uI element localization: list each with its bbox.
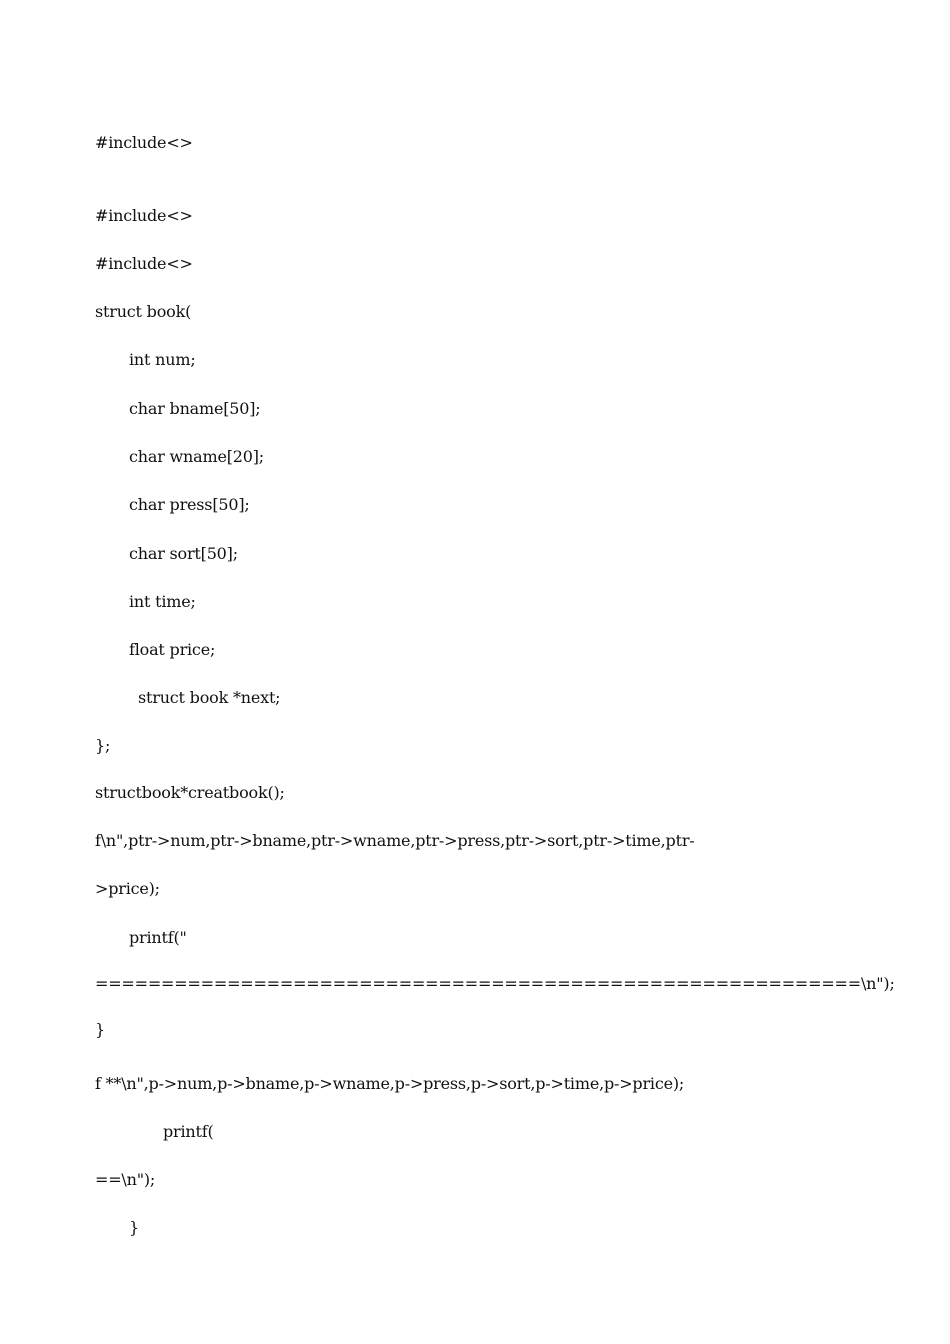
code-line-separator-short: ==\n"); xyxy=(95,1170,156,1189)
code-line-field-price: float price; xyxy=(129,640,216,659)
code-line-separator: ==========================================================\n"); xyxy=(95,974,895,993)
code-line-printf-open: printf(" xyxy=(129,928,187,947)
code-line-printf-p-args: f **\n",p->num,p->bname,p->wname,p->press,p->sort,p->time,p->price); xyxy=(95,1074,685,1093)
code-line-field-sort: char sort[50]; xyxy=(129,544,238,563)
code-line-include-2: #include<> xyxy=(95,206,193,225)
code-line-struct-close: }; xyxy=(95,736,111,755)
code-line-field-time: int time; xyxy=(129,592,196,611)
code-line-printf-open-2: printf( xyxy=(163,1122,214,1141)
code-line-printf-ptr-args-cont: >price); xyxy=(95,879,160,898)
code-line-field-bname: char bname[50]; xyxy=(129,399,261,418)
code-line-include-3: #include<> xyxy=(95,254,193,273)
code-line-field-press: char press[50]; xyxy=(129,495,250,514)
code-line-field-num: int num; xyxy=(129,350,196,369)
code-line-field-next: struct book *next; xyxy=(138,688,281,707)
code-line-include-1: #include<> xyxy=(95,133,193,152)
code-line-field-wname: char wname[20]; xyxy=(129,447,264,466)
code-line-printf-ptr-args: f\n",ptr->num,ptr->bname,ptr->wname,ptr->press,ptr->sort,ptr->time,ptr- xyxy=(95,831,695,850)
code-line-brace-close-1: } xyxy=(95,1020,105,1039)
code-line-brace-close-2: } xyxy=(129,1218,139,1237)
code-line-struct-open: struct book( xyxy=(95,302,192,321)
code-line-creatbook-decl: structbook*creatbook(); xyxy=(95,783,285,802)
